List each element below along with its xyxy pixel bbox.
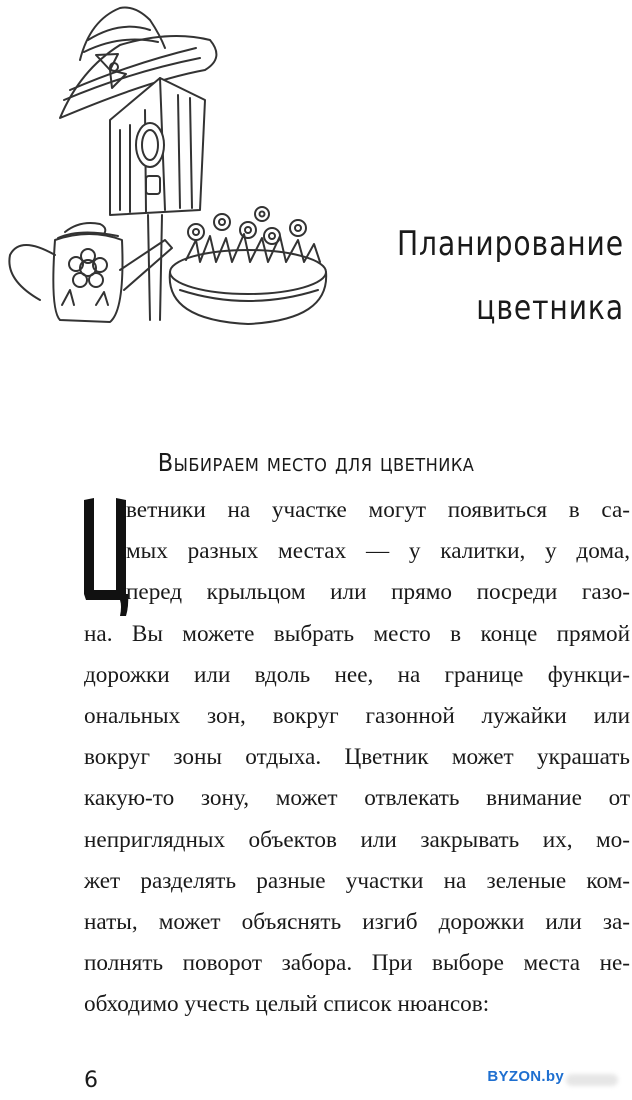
- chapter-title-line-1: Планирование: [396, 224, 624, 264]
- page-number: 6: [84, 1068, 98, 1093]
- watermark-logo: BYZON.by: [487, 1068, 564, 1085]
- body-line: наты, может объяснять изгиб дорожки или за-: [84, 909, 630, 936]
- section-heading: Выбираем место для цветника: [157, 448, 475, 477]
- body-paragraph: [84, 490, 630, 1026]
- garden-illustration: [0, 0, 340, 340]
- body-line: какую-то зону, может отвлекать внимание от: [84, 785, 630, 812]
- body-line: вокруг зоны отдыха. Цветник может украшать: [84, 744, 630, 771]
- body-line: мых разных местах — у калитки, у дома,: [126, 538, 630, 565]
- chapter-title: [324, 212, 624, 340]
- body-line: обходимо учесть целый список нюансов:: [84, 991, 490, 1018]
- body-line: жет разделять разные участки на зеленые ком-: [84, 867, 630, 894]
- body-line: дорожки или вдоль нее, на границе функци-: [84, 661, 630, 688]
- body-line: на. Вы можете выбрать место в конце прямой: [84, 620, 630, 647]
- flower-planter-icon: [170, 207, 326, 324]
- body-line: неприглядных объектов или закрывать их, мо-: [84, 826, 630, 853]
- body-line: полнять поворот забора. При выборе места не-: [84, 950, 630, 977]
- body-line: ональных зон, вокруг газонной лужайки или: [84, 703, 630, 730]
- chapter-title-line-2: цветника: [476, 288, 624, 328]
- watermark-blur: [566, 1074, 618, 1086]
- body-line: перед крыльцом или прямо посреди газо-: [126, 579, 630, 606]
- body-line: ветники на участке могут появиться в са-: [126, 497, 630, 523]
